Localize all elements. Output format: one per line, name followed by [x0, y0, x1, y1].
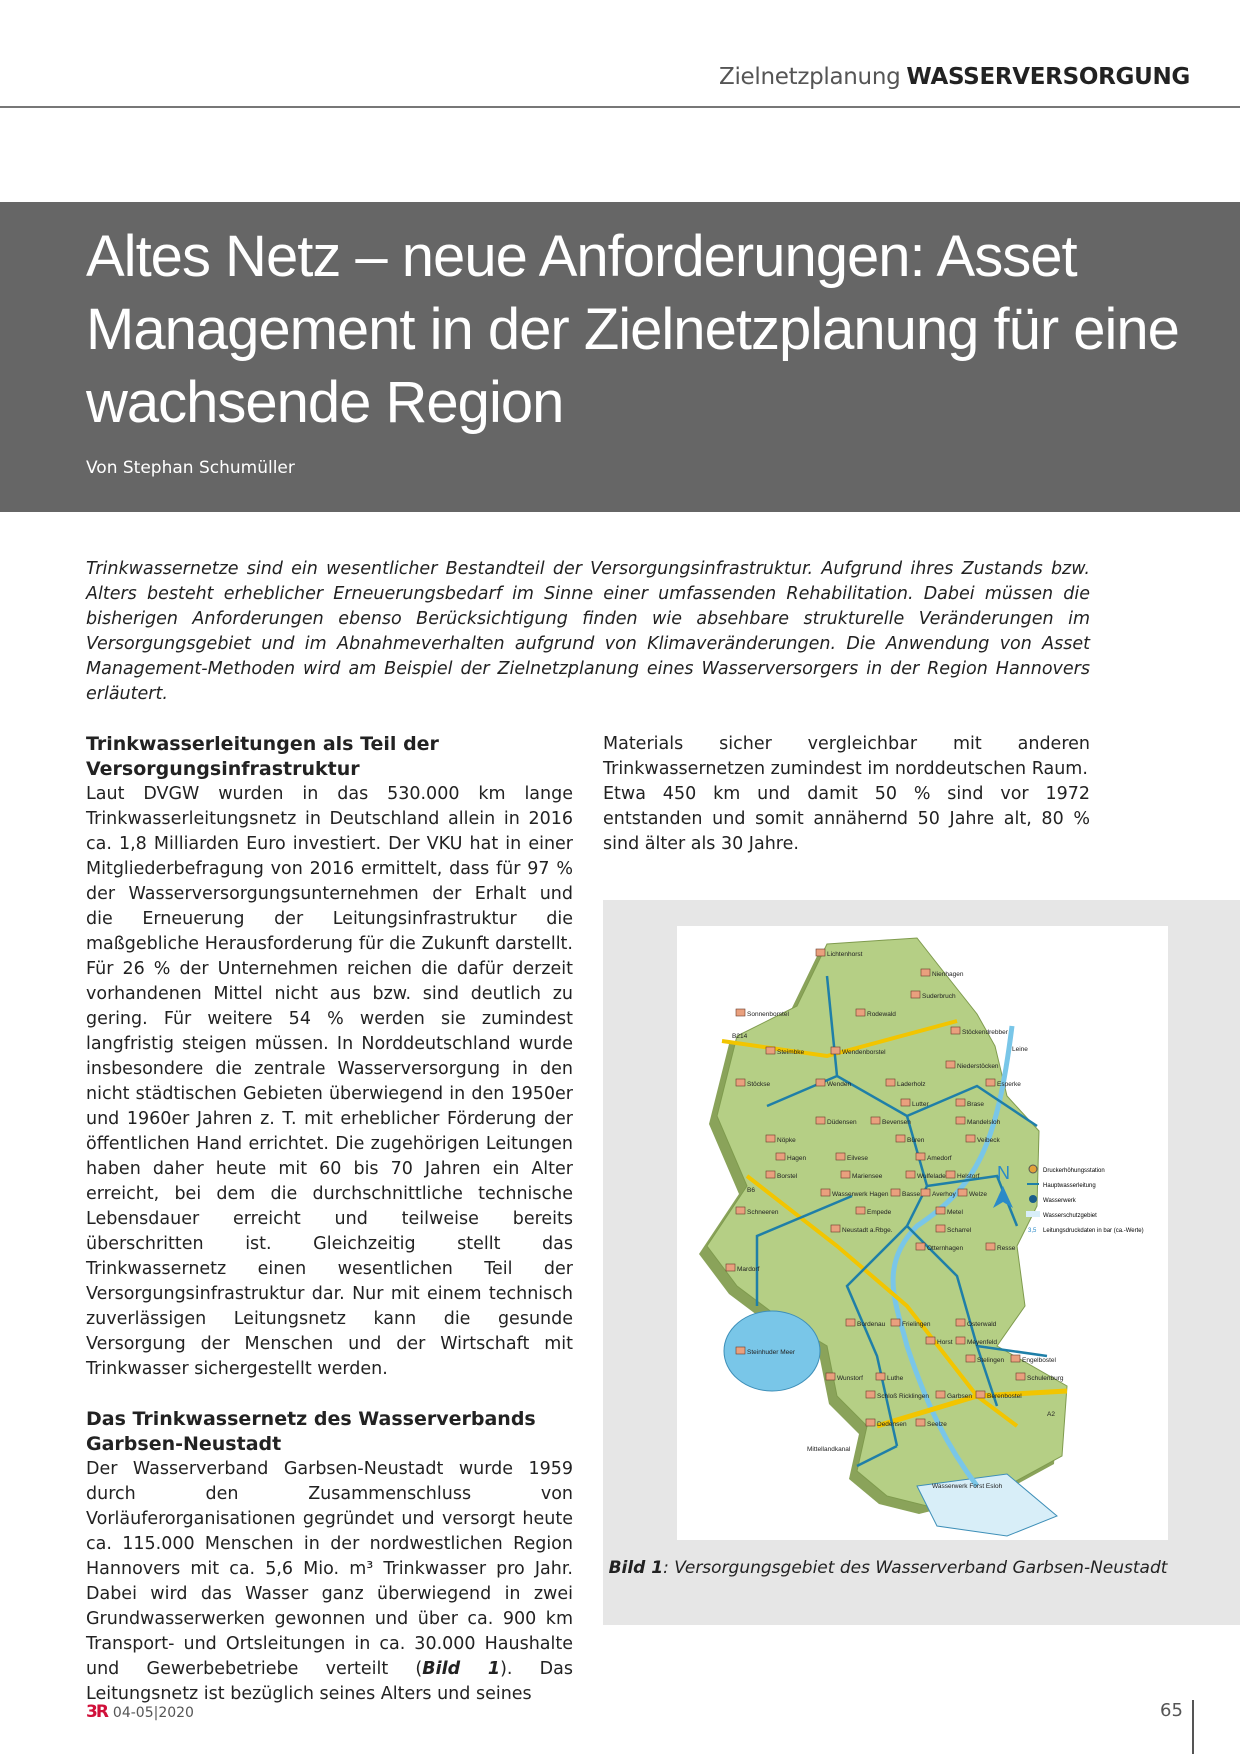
- settlement-area: [966, 1355, 975, 1362]
- settlement-area: [936, 1391, 945, 1398]
- map-place-label: Mardorf: [737, 1266, 760, 1273]
- settlement-area: [736, 1207, 745, 1214]
- map-place-label: Garbsen: [947, 1393, 972, 1400]
- settlement-area: [766, 1135, 775, 1142]
- settlement-area: [856, 1009, 865, 1016]
- map-place-label: Empede: [867, 1209, 892, 1216]
- settlement-area: [956, 1319, 965, 1326]
- map-place-label: Engelbostel: [1022, 1357, 1056, 1364]
- settlement-area: [901, 1099, 910, 1106]
- legend-label: Hauptwasserleitung: [1043, 1183, 1096, 1189]
- map-place-label: Mandelsloh: [967, 1119, 1001, 1126]
- settlement-area: [776, 1153, 785, 1160]
- settlement-area: [936, 1225, 945, 1232]
- settlement-area: [821, 1189, 830, 1196]
- settlement-area: [986, 1243, 995, 1250]
- body-text: ). Das Leitungsnetz ist bezüglich seines Alters und seines: [86, 1659, 573, 1704]
- map-place-label: Amedorf: [927, 1155, 952, 1162]
- article-title: Altes Netz – neue Anforderungen: Asset Management in der Zielnetzplanung für eine wachsende Region: [86, 224, 1179, 435]
- settlement-area: [816, 949, 825, 956]
- protection-zone-icon: [1026, 1211, 1040, 1217]
- map-place-label: Sonnenborstel: [747, 1011, 789, 1018]
- map-place-label: Hagen: [787, 1155, 807, 1162]
- settlement-area: [816, 1117, 825, 1124]
- map-place-label: Nöpke: [777, 1137, 796, 1144]
- map-place-label: Averhoy: [932, 1191, 956, 1198]
- map-place-label: Veibeck: [977, 1137, 1000, 1144]
- settlement-area: [956, 1099, 965, 1106]
- map-place-label: Basse: [902, 1191, 921, 1198]
- settlement-area: [946, 1171, 955, 1178]
- settlement-area: [956, 1337, 965, 1344]
- north-arrow-label: N: [997, 1163, 1010, 1183]
- settlement-area: [891, 1319, 900, 1326]
- map-place-label: Niederstöcken: [957, 1063, 999, 1070]
- map-place-label: Luthe: [887, 1375, 904, 1382]
- map-place-label: Metel: [947, 1209, 963, 1216]
- settlement-area: [896, 1135, 905, 1142]
- header-section: Zielnetzplanung: [718, 64, 901, 90]
- map-place-label: Borstel: [777, 1173, 798, 1180]
- map-place-label: Wulfelade: [917, 1173, 946, 1180]
- section-body: [86, 1457, 573, 1707]
- figure-caption: [603, 1558, 1173, 1578]
- settlement-area: [831, 1047, 840, 1054]
- settlement-area: [836, 1153, 845, 1160]
- settlement-area: [766, 1171, 775, 1178]
- map-place-label: Wenden: [827, 1081, 852, 1088]
- map-place-label: Wasserwerk Hagen: [832, 1191, 889, 1198]
- page-number: 65: [1160, 1700, 1183, 1721]
- map-place-label: Wasserwerk Forst Esloh: [932, 1483, 1003, 1490]
- map-place-label: Suderbruch: [922, 993, 956, 1000]
- settlement-area: [966, 1135, 975, 1142]
- pressure-station-icon: [1029, 1165, 1037, 1173]
- map-place-label: Schneeren: [747, 1209, 779, 1216]
- settlement-area: [976, 1391, 985, 1398]
- figure-reference: Bild 1: [422, 1659, 501, 1679]
- settlement-area: [891, 1189, 900, 1196]
- settlement-area: [831, 1225, 840, 1232]
- map-place-label: Esperke: [997, 1081, 1021, 1088]
- legend-label: Wasserwerk: [1043, 1198, 1076, 1204]
- map-place-label: Bevensen: [882, 1119, 911, 1126]
- map-place-label: Horst: [937, 1339, 953, 1346]
- settlement-area: [946, 1061, 955, 1068]
- map-place-label: Resse: [997, 1245, 1016, 1252]
- map-place-label: Mittellandkanal: [807, 1446, 851, 1453]
- settlement-area: [916, 1243, 925, 1250]
- settlement-area: [766, 1047, 775, 1054]
- settlement-area: [826, 1373, 835, 1380]
- map-place-label: Osterwald: [967, 1321, 997, 1328]
- settlement-area: [846, 1319, 855, 1326]
- map-place-label: Lichtenhorst: [827, 951, 863, 958]
- settlement-area: [841, 1171, 850, 1178]
- right-column: [603, 732, 1090, 857]
- pressure-value-icon: 3,5: [1028, 1228, 1037, 1234]
- left-column: [86, 732, 573, 1707]
- map-place-label: Büren: [907, 1137, 925, 1144]
- map-place-label: Scharrel: [947, 1227, 972, 1234]
- settlement-area: [911, 991, 920, 998]
- map-place-label: Wunstorf: [837, 1375, 863, 1382]
- header-topic: WASSERVERSORGUNG: [906, 64, 1190, 90]
- settlement-area: [736, 1009, 745, 1016]
- settlement-area: [921, 969, 930, 976]
- settlement-area: [876, 1373, 885, 1380]
- journal-logo: 3R: [86, 1702, 107, 1722]
- settlement-area: [906, 1171, 915, 1178]
- legend-label: Wasserschutzgebiet: [1043, 1213, 1097, 1219]
- map-place-label: Stöckendrebber: [962, 1029, 1008, 1036]
- running-header: [719, 64, 1190, 90]
- settlement-area: [816, 1079, 825, 1086]
- map-place-label: Helstorf: [957, 1173, 980, 1180]
- settlement-area: [871, 1117, 880, 1124]
- article-abstract: Trinkwassernetze sind ein wesentlicher Bestandteil der Versorgungsinfrastruktur. Aufgrund ihres Zustands bzw. Alters besteht erheblicher Erneuerungsbedarf im Sinne einer umfassenden Rehabilitation. Dabei müssen die bisherigen Anforderungen ebenso Berücksichtigung finden wie absehbare strukturelle Veränderungen im Versorgungsgebiet und im Abnahmeverhalten aufgrund von Klimaveränderungen. Die Anwendung von Asset Management-Methoden wird am Beispiel der Zielnetzplanung eines Wasserversorgers in der Region Hannovers erläutert.: [86, 559, 1090, 704]
- figure-label: Bild 1: [608, 1558, 664, 1578]
- map-place-label: Eilvese: [847, 1155, 868, 1162]
- section-heading: Das Trinkwassernetz des Wasserverbands Garbsen-Neustadt: [86, 1408, 536, 1455]
- body-paragraph: Etwa 450 km und damit 50 % sind vor 1972 entstanden und somit annähernd 50 Jahre alt, 80 % sind älter als 30 Jahre.: [603, 784, 1090, 854]
- settlement-area: [921, 1189, 930, 1196]
- map-place-label: Seelze: [927, 1421, 947, 1428]
- body-paragraph: Materials sicher vergleichbar mit anderen Trinkwassernetzen zumindest im norddeutschen Raum.: [603, 734, 1090, 779]
- map-place-label: A2: [1047, 1411, 1055, 1418]
- settlement-area: [958, 1189, 967, 1196]
- map-place-label: Brase: [967, 1101, 984, 1108]
- map-place-label: Dedensen: [877, 1421, 907, 1428]
- caption-text: : Versorgungsgebiet des Wasserverband Garbsen-Neustadt: [663, 1558, 1168, 1578]
- map-place-label: Bordenau: [857, 1321, 886, 1328]
- map-place-label: Leine: [1012, 1046, 1028, 1053]
- settlement-area: [1016, 1373, 1025, 1380]
- section-heading: Trinkwasserleitungen als Teil der Versorgungsinfrastruktur: [86, 733, 439, 780]
- map-place-label: Lutter: [912, 1101, 929, 1108]
- map-place-label: Nienhagen: [932, 971, 964, 978]
- settlement-area: [936, 1207, 945, 1214]
- map-place-label: Stelingen: [977, 1357, 1005, 1364]
- header-divider: [0, 106, 1240, 108]
- map-place-label: Laderholz: [897, 1081, 926, 1088]
- settlement-area: [886, 1079, 895, 1086]
- map-place-label: Berenbostel: [987, 1393, 1022, 1400]
- settlement-area: [916, 1153, 925, 1160]
- settlement-area: [986, 1079, 995, 1086]
- map-place-label: Meyenfeld: [967, 1339, 997, 1346]
- footer-issue: [86, 1702, 194, 1722]
- legend-label: Leitungsdruckdaten in bar (ca.-Werte): [1043, 1228, 1144, 1234]
- map-place-label: Schulenburg: [1027, 1375, 1064, 1382]
- map-place-label: Schloß Ricklingen: [877, 1393, 930, 1400]
- map-place-label: Neustadt a.Rbge.: [842, 1227, 893, 1234]
- issue-number: 04-05|2020: [112, 1705, 194, 1721]
- settlement-area: [916, 1419, 925, 1426]
- map-place-label: Frielingen: [902, 1321, 931, 1328]
- map-place-label: Rodewald: [867, 1011, 896, 1018]
- map-place-label: B6: [747, 1187, 755, 1194]
- settlement-area: [926, 1337, 935, 1344]
- map-place-label: Welze: [969, 1191, 987, 1198]
- map-place-label: B214: [732, 1033, 748, 1040]
- body-text: Der Wasserverband Garbsen-Neustadt wurde 1959 durch den Zusammenschluss von Vorläuferorganisationen gegründet und versorgt heute ca. 115.000 Menschen in der nordwestlichen Region Hannovers mit ca. 5,6 Mio. m³ Trinkwasser pro Jahr. Dabei wird das Wasser ganz überwiegend in zwei Grundwasserwerken gewonnen und über ca. 900 km Transport- und Ortsleitungen in ca. 30.000 Haushalte und Gewerbebetriebe verteilt (: [86, 1459, 573, 1679]
- map-place-label: Steinhuder Meer: [747, 1349, 796, 1356]
- section-body: Laut DVGW wurden in das 530.000 km lange Trinkwasserleitungsnetz in Deutschland allein in 2016 ca. 1,8 Milliarden Euro investiert. Der VKU hat in einer Mitgliederbefragung von 2016 ermittelt, dass für 97 % der Wasserversorgungsunternehmen der Erhalt und die Erneuerung der Leitungsinfrastruktur die maßgebliche Herausforderung für die Zukunft darstellt. Für 26 % der Unternehmen reichen die dafür derzeit vorhandenen Mittel nicht aus bzw. sind deutlich zu gering. Für weitere 54 % werden sie zumindest langfristig steigen müssen. In Norddeutschland wurde insbesondere die zentrale Wasserversorgung in den nicht städtischen Gebieten überwiegend in den 1950er und 1960er Jahren z. T. mit erheblicher Förderung der öffentlichen Hand errichtet. Die zugehörigen Leitungen haben daher heute mit 60 bis 70 Jahren ein Alter erreicht, bei dem die durchschnittliche technische Lebensdauer erreicht und teilweise bereits überschritten ist. Gleichzeitig stellt das Trinkwassernetz einen wesentlichen Teil der Versorgungsinfrastruktur dar. Nur mit einem technisch zuverlässigen Leitungsnetz kann die gesunde Versorgung der Menschen und der Wirtschaft mit Trinkwasser sichergestellt werden.: [86, 784, 573, 1379]
- settlement-area: [736, 1347, 745, 1354]
- settlement-area: [866, 1419, 875, 1426]
- settlement-area: [856, 1207, 865, 1214]
- settlement-area: [726, 1264, 735, 1271]
- settlement-area: [956, 1117, 965, 1124]
- supply-area-map: [677, 926, 1168, 1540]
- map-place-label: Otternhagen: [927, 1245, 964, 1252]
- map-place-label: Wendenborstel: [842, 1049, 886, 1056]
- footer-divider: [1192, 1700, 1194, 1754]
- legend-label: Druckerhöhungsstation: [1043, 1168, 1105, 1174]
- settlement-area: [1011, 1355, 1020, 1362]
- map-place-label: Stöckse: [747, 1081, 771, 1088]
- map-place-label: Mariensee: [852, 1173, 883, 1180]
- settlement-area: [951, 1027, 960, 1034]
- settlement-area: [736, 1079, 745, 1086]
- waterworks-icon: [1029, 1195, 1037, 1203]
- map-place-label: Düdensen: [827, 1119, 857, 1126]
- article-author: Von Stephan Schumüller: [86, 458, 295, 478]
- settlement-area: [866, 1391, 875, 1398]
- map-place-label: Steimbke: [777, 1049, 805, 1056]
